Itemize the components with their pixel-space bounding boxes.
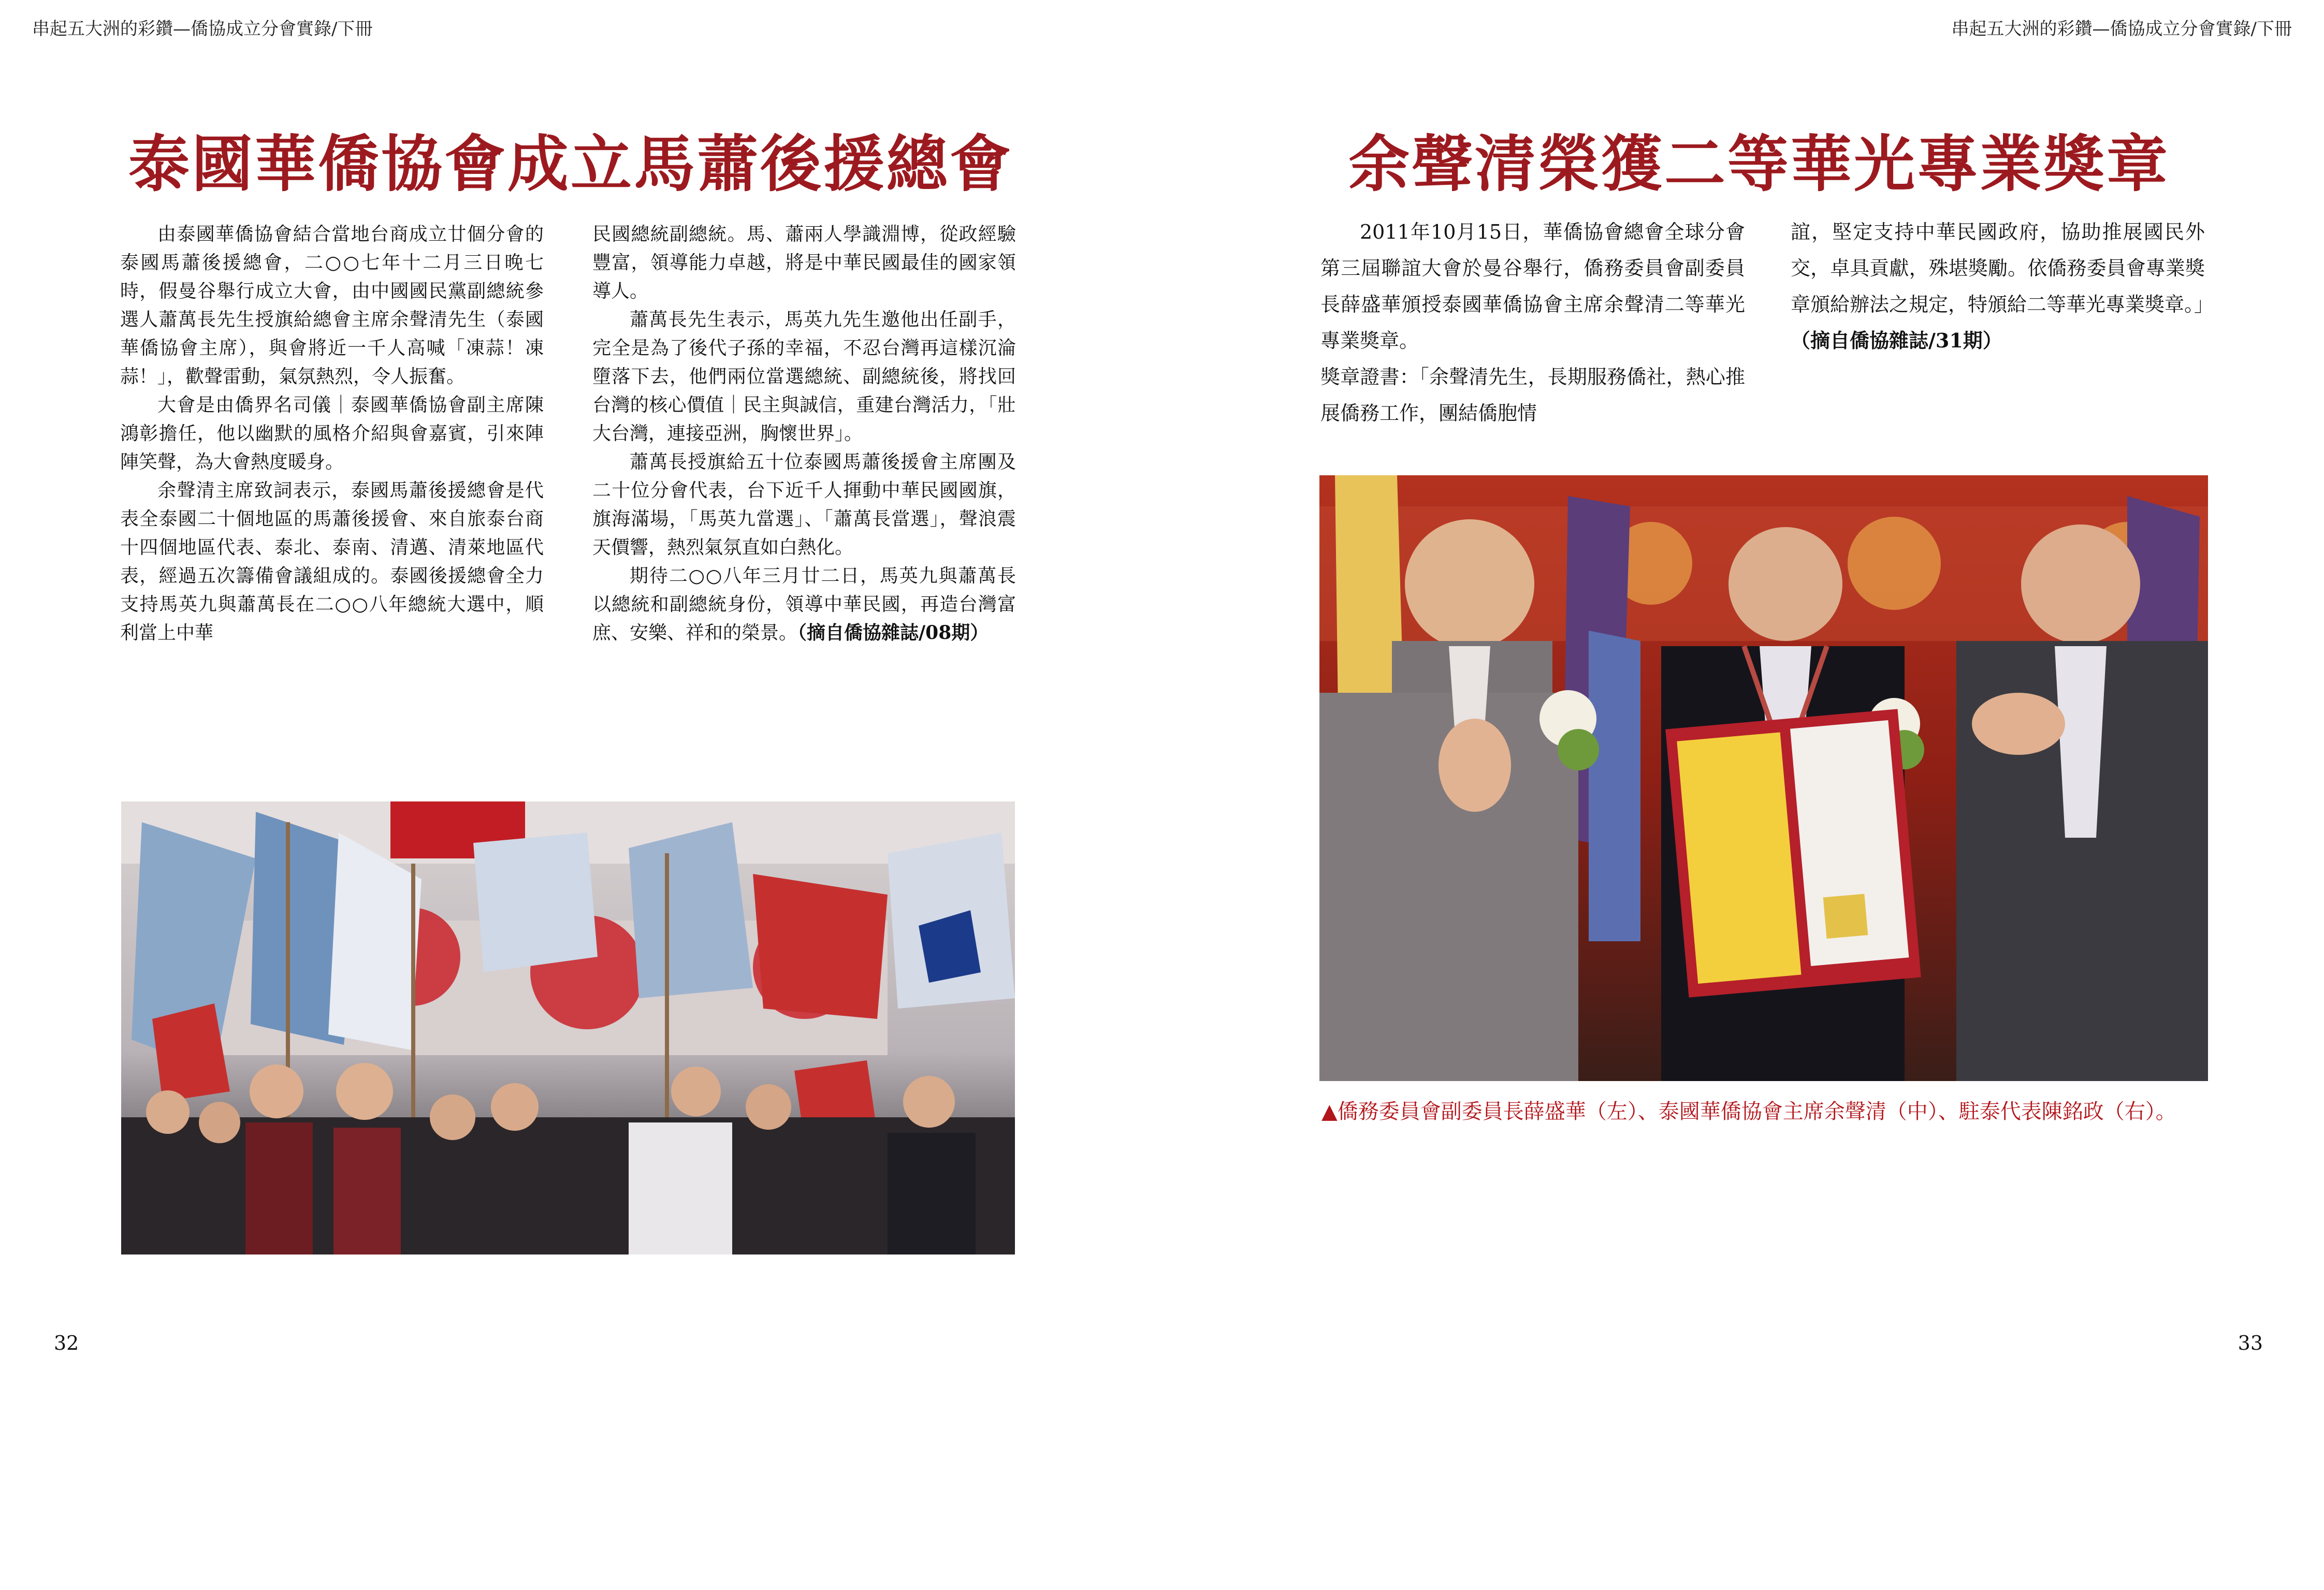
right-paragraph-2-continued: 誼，堅定支持中華民國政府，協助推展國民外交，卓具貢獻，殊堪獎勵。依僑務委員會專業獎章頒給辦法之規定，特頒給二等華光專業獎章。」（摘自僑協雜誌/31期）	[1791, 221, 2214, 352]
left-paragraph-1: 由泰國華僑協會結合當地台商成立廿個分會的泰國馬蕭後援總會，二○○七年十二月三日晚七時，假曼谷舉行成立大會，由中國國民黨副總統參選人蕭萬長先生授旗給總會主席余聲清先生（泰國華僑協會主席），與會將近一千人高喊「凍蒜！凍蒜！」，歡聲雷動，氣氛熱烈，令人振奮。	[120, 224, 544, 387]
page-number-left: 32	[54, 1332, 79, 1354]
left-article-column-2	[592, 220, 1016, 647]
running-header-right: 串起五大洲的彩鑽—僑協成立分會實錄/下冊	[1951, 19, 2292, 39]
left-source-note: （摘自僑協雜誌/08期）	[797, 622, 989, 644]
right-paragraph-1: 2011年10月15日，華僑協會總會全球分會第三屆聯誼大會於曼谷舉行，僑務委員會副委員長薛盛華頒授泰國華僑協會主席余聲清二等華光專業獎章。	[1320, 221, 1745, 352]
left-paragraph-5: 蕭萬長授旗給五十位泰國馬蕭後援會主席團及二十位分會代表，台下近千人揮動中華民國國旗，旗海滿場，「馬英九當選」、「蕭萬長當選」，聲浪震天價響，熱烈氣氛直如白熱化。	[592, 451, 1016, 558]
photo-caption: ▲僑務委員會副委員長薛盛華（左）、泰國華僑協會主席余聲清（中）、駐泰代表陳銘政（右）。	[1321, 1100, 2176, 1124]
left-article-title: 泰國華僑協會成立馬蕭後援總會	[128, 128, 1013, 200]
right-article-column-2	[1791, 214, 2214, 359]
page-number-right: 33	[2238, 1332, 2263, 1354]
rally-photo	[121, 801, 1015, 1255]
left-article-column-1	[120, 220, 544, 647]
left-paragraph-6: 期待二○○八年三月廿二日，馬英九與蕭萬長以總統和副總統身份，領導中華民國，再造台灣富庶、安樂、祥和的榮景。（摘自僑協雜誌/08期）	[592, 565, 1016, 644]
left-paragraph-3-continued: 民國總統副總統。馬、蕭兩人學識淵博，從政經驗豐富，領導能力卓越，將是中華民國最佳的國家領導人。	[592, 224, 1016, 302]
right-article-column-1	[1320, 214, 1745, 431]
right-source-note: （摘自僑協雜誌/31期）	[1791, 329, 2002, 352]
right-paragraph-2: 獎章證書：「余聲清先生，長期服務僑社，熱心推展僑務工作，團結僑胞情	[1320, 366, 1745, 425]
running-header-left: 串起五大洲的彩鑽—僑協成立分會實錄/下冊	[32, 19, 373, 39]
left-paragraph-2: 大會是由僑界名司儀｜泰國華僑協會副主席陳鴻彰擔任，他以幽默的風格介紹與會嘉賓，引來陣陣笑聲，為大會熱度暖身。	[120, 395, 544, 473]
left-paragraph-3: 余聲清主席致詞表示，泰國馬蕭後援總會是代表全泰國二十個地區的馬蕭後援會、來自旅泰台商十四個地區代表、泰北、泰南、清邁、清萊地區代表，經過五次籌備會議組成的。泰國後援總會全力支持馬英九與蕭萬長在二○○八年總統大選中，順利當上中華	[120, 480, 544, 644]
left-paragraph-4: 蕭萬長先生表示，馬英九先生邀他出任副手，完全是為了後代子孫的幸福，不忍台灣再這樣沉淪墮落下去，他們兩位當選總統、副總統後，將找回台灣的核心價值｜民主與誠信，重建台灣活力，「壯大台灣，連接亞洲，胸懷世界」。	[592, 309, 1016, 444]
right-article-title: 余聲清榮獲二等華光專業獎章	[1348, 128, 2170, 200]
award-ceremony-photo	[1319, 475, 2208, 1081]
